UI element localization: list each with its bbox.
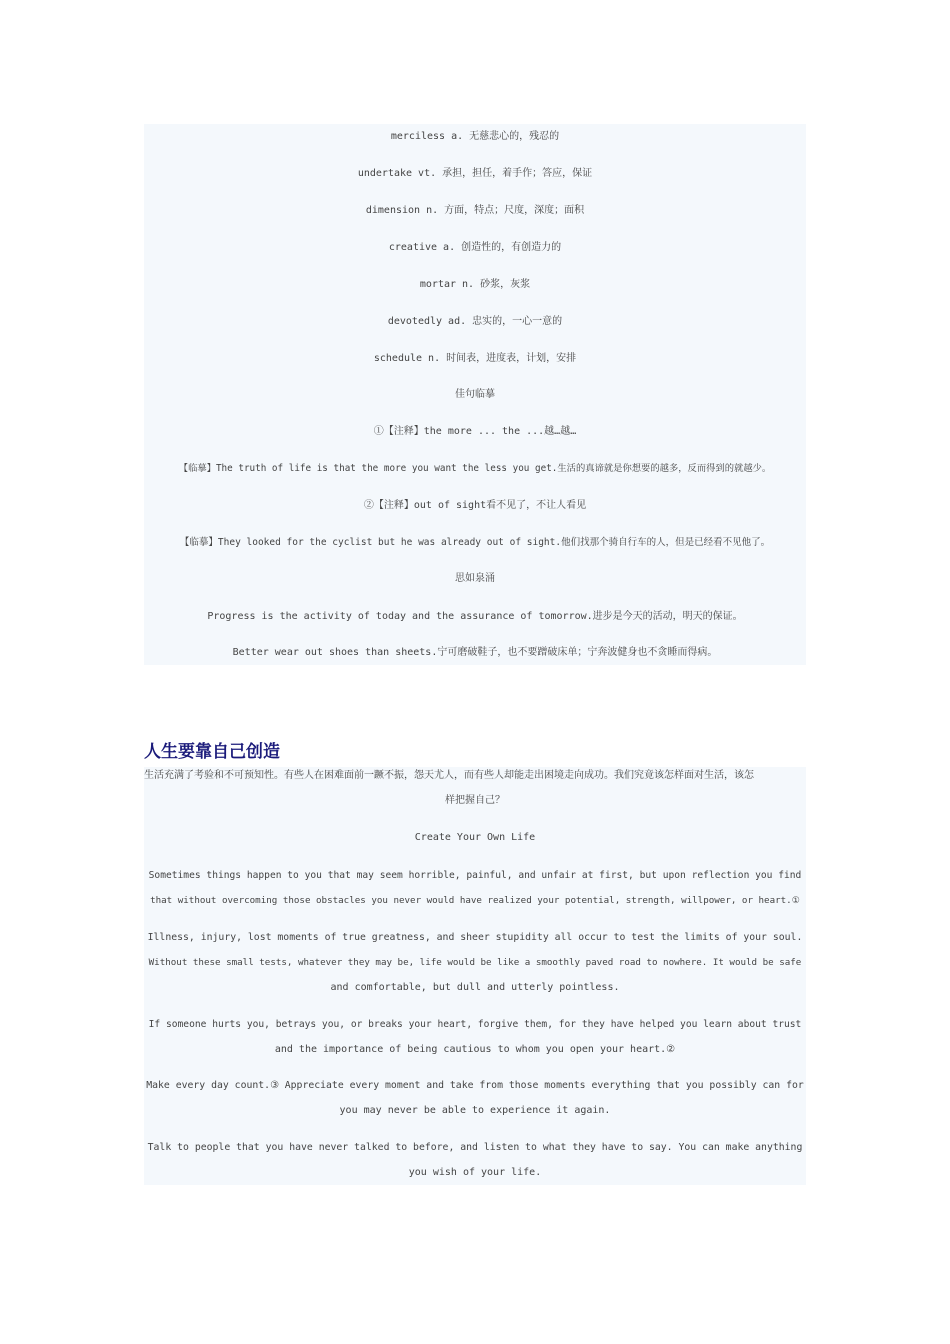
paragraph-5 — [144, 1135, 806, 1185]
paragraph-line: Without these small tests, whatever they may be, life would be like a smoothly paved road to nowhere. It would be safe — [148, 957, 802, 968]
quote-2: Better wear out shoes than sheets.宁可磨破鞋子，也不要蹭破床单；宁奔波健身也不贪睡而得病。 — [232, 647, 718, 658]
vocab-item: merciless a. 无慈悲心的，残忍的 — [390, 131, 560, 142]
example-1: 【临摹】The truth of life is that the more you want the less you get.生活的真谛就是你想要的越多，反而得到的就越少。 — [178, 463, 772, 474]
article-title: 人生要靠自己创造 — [144, 742, 280, 762]
vocab-item: creative a. 创造性的，有创造力的 — [388, 242, 562, 253]
quote-1: Progress is the activity of today and the assurance of tomorrow.进步是今天的活动，明天的保证。 — [207, 611, 743, 622]
paragraph-line: Sometimes things happen to you that may seem horrible, painful, and unfair at first, but upon reflection you find — [148, 870, 802, 881]
paragraph-line: you may never be able to experience it again. — [339, 1105, 611, 1116]
paragraph-2 — [144, 925, 806, 1000]
vocab-item: schedule n. 时间表，进度表，计划，安排 — [373, 353, 577, 364]
paragraph-4 — [144, 1073, 806, 1123]
paragraph-line: that without overcoming those obstacles you never would have realized your potential, strength, willpower, or heart.① — [150, 895, 800, 906]
paragraph-line: you wish of your life. — [408, 1167, 542, 1178]
section-heading-sentences: 佳句临摹 — [455, 389, 495, 400]
note-1: ①【注释】the more ... the ...越…越… — [373, 426, 577, 437]
paragraph-line: Make every day count.③ Appreciate every moment and take from those moments everything that you possibly can for — [146, 1080, 804, 1091]
vocab-section — [144, 124, 806, 665]
paragraph-line: and comfortable, but dull and utterly pointless. — [330, 982, 620, 993]
paragraph-line: Talk to people that you have never talked to before, and listen to what they have to say. You can make anything — [147, 1142, 803, 1153]
paragraph-1 — [144, 863, 806, 913]
section-heading-quotes: 思如泉涌 — [455, 573, 495, 584]
paragraph-3 — [144, 1012, 806, 1062]
article-intro-line-1: 生活充满了考验和不可预知性。有些人在困难面前一蹶不振，怨天尤人，而有些人却能走出困境走向成功。我们究竟该怎样面对生活，该怎 — [144, 770, 754, 781]
paragraph-line: Illness, injury, lost moments of true greatness, and sheer stupidity all occur to test the limits of your soul. — [147, 932, 803, 943]
note-2: ②【注释】out of sight看不见了，不让人看见 — [363, 500, 587, 511]
paragraph-line: and the importance of being cautious to whom you open your heart.② — [274, 1044, 676, 1055]
vocab-item: dimension n. 方面，特点；尺度，深度；面积 — [365, 205, 585, 216]
vocab-item: undertake vt. 承担，担任，着手作；答应，保证 — [357, 168, 593, 179]
example-2: 【临摹】They looked for the cyclist but he was already out of sight.他们找那个骑自行车的人，但是已经看不见他了。 — [179, 537, 771, 548]
english-title: Create Your Own Life — [414, 832, 536, 843]
vocab-item: mortar n. 砂浆，灰浆 — [419, 279, 531, 290]
vocab-item: devotedly ad. 忠实的，一心一意的 — [387, 316, 563, 327]
paragraph-line: If someone hurts you, betrays you, or breaks your heart, forgive them, for they have helped you learn about trust — [148, 1019, 802, 1030]
article-intro-line-2: 样把握自己？ — [445, 795, 505, 806]
